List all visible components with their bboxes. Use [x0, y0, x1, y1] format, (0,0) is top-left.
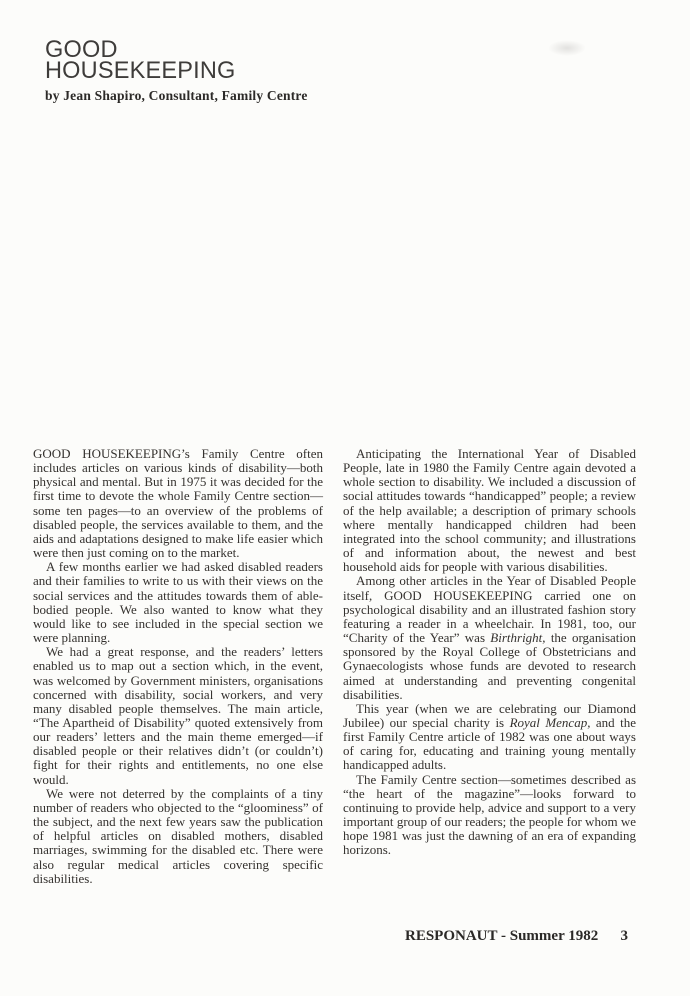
byline: by Jean Shapiro, Consultant, Family Centre	[45, 88, 308, 103]
masthead-title-line2: HOUSEKEEPING	[45, 56, 236, 84]
journal-title: RESPONAUT - Summer 1982	[405, 928, 599, 944]
left-column	[33, 447, 323, 886]
page-footer	[405, 928, 628, 945]
paragraph	[33, 447, 323, 560]
paragraph	[343, 773, 636, 858]
article-body	[33, 447, 636, 886]
text-segment: Anticipating the International Year of Disabled People, late in 1980 the Family Centre again devoted a whole section to disability. We included a discussion of social attitudes towards “handicapped” people; a review of the help available; a description of primary schools where mentally handicapped children had been integrated into the school community; and illustrations of and information about, the newest and best household aids for people with various disabilities.	[343, 446, 636, 575]
text-segment: We had a great response, and the readers’ letters enabled us to map out a section which, in the event, was welcomed by Government ministers, organisations concerned with disability, social workers, and very many disabled people themselves. The main article, “The Apartheid of Disability” quoted extensively from our readers’ letters and the main theme emerged—if disabled people or their relatives didn’t (or couldn’t) fight for their rights and entitlements, no one else would.	[33, 644, 323, 787]
text-segment: GOOD HOUSEKEEPING’s Family Centre often includes articles on various kinds of disability—both physical and mental. But in 1975 it was decided for the first time to devote the whole Family Centre section—some ten pages—to an overview of the problems of disabled people, the services available to them, and the aids and adaptations designed to make life easier which were then just coming on to the market.	[33, 446, 323, 561]
right-column	[343, 447, 636, 886]
paragraph	[33, 645, 323, 787]
text-segment: The Family Centre section—sometimes described as “the heart of the magazine”—looks forward to continuing to provide help, advice and support to a very important group of our readers; the people for whom we hope 1981 was just the dawning of an era of expanding horizons.	[343, 771, 636, 858]
text-segment: A few months earlier we had asked disabled readers and their families to write to us with their views on the social services and the attitudes towards them of able-bodied people. We also wanted to know what they would like to see included in the special section we were planning.	[33, 559, 323, 646]
paragraph	[343, 447, 636, 574]
masthead	[45, 36, 308, 104]
text-segment: the organisation sponsored by the Royal College of Obstetricians and Gynaecologists whose funds are devoted to research aimed at understanding and preventing congenital disabilities.	[343, 630, 636, 702]
page-number: 3	[620, 928, 628, 944]
text-segment: and the first Family Centre article of 1982 was one about ways of caring for, educating and training young mentally handicapped adults.	[343, 714, 636, 773]
paragraph	[343, 702, 636, 773]
italic-text: Royal Mencap,	[509, 714, 591, 730]
scan-smudge	[548, 40, 586, 56]
masthead-title-line1: GOOD	[45, 36, 118, 63]
paragraph	[343, 574, 636, 701]
text-segment: Among other articles in the Year of Disabled People itself, GOOD HOUSEKEEPING carried one on psychological disability and an illustrated fashion story featuring a reader in a wheelchair. In 1981, too, our “Charity of the Year” was	[343, 573, 636, 646]
text-segment: This year (when we are celebrating our Diamond Jubilee) our special charity is	[343, 700, 636, 730]
italic-text: Birthright,	[490, 630, 546, 646]
paragraph	[33, 560, 323, 645]
text-segment: We were not deterred by the complaints of a tiny number of readers who objected to the “gloominess” of the subject, and the next few years saw the publication of helpful articles on disabled mothers, disabled marriages, swimming for the disabled etc. There were also regular medical articles covering specific disabilities.	[33, 785, 323, 886]
paragraph	[33, 787, 323, 886]
